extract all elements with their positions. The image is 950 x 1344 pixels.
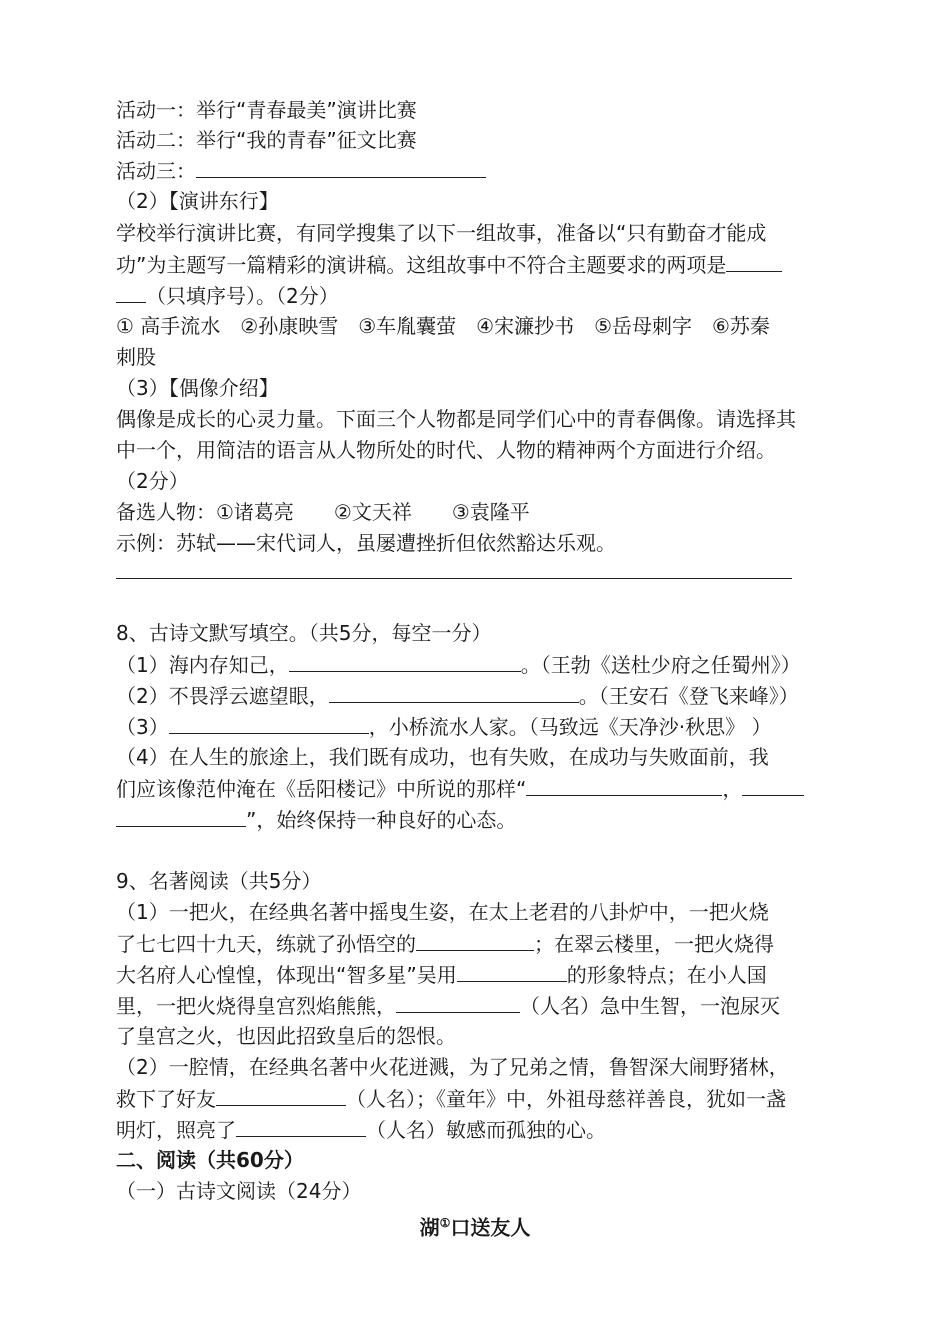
q9-s2-line-3	[116, 1114, 606, 1145]
q9-s1-b2: ；在翠云楼里，一把火烧得	[534, 932, 774, 956]
activity-3-label: 活动三：	[116, 159, 196, 183]
poem-title-a: 湖	[419, 1215, 440, 1240]
q8-blank-5a[interactable]	[742, 773, 804, 796]
activity-1: 活动一：举行“青春最美”演讲比赛	[116, 98, 417, 122]
q9-s1-c2: 的形象特点；在小人国	[566, 963, 767, 987]
q8-item-3	[116, 711, 771, 742]
q9-blank-3[interactable]	[396, 990, 520, 1013]
q2-line-2-text: 功”为主题写一篇精彩的演讲稿。这组故事中不符合主题要求的两项是	[116, 253, 727, 277]
q8-item-4-line-3	[116, 804, 516, 835]
q8-blank-3[interactable]	[169, 711, 369, 734]
q8-item-2-b: 。（王安石《登飞来峰》）	[578, 684, 799, 708]
activity-2: 活动二：举行“我的青春”征文比赛	[116, 128, 417, 152]
poem-title-b: 口送友人	[450, 1215, 531, 1240]
q2-heading: （2）【演讲东行】	[116, 189, 279, 213]
q9-s1-line-4	[116, 990, 780, 1021]
q8-blank-4[interactable]	[526, 773, 722, 796]
q9-s2-line-1: （2）一腔情，在经典名著中火花迸溅，为了兄弟之情，鲁智深大闹野猪林，	[116, 1055, 789, 1079]
q9-blank-5[interactable]	[236, 1114, 366, 1137]
q8-item-3-b: ，小桥流水人家。（马致远《天净沙·秋思》 ）	[368, 715, 772, 739]
q9-s1-c1: 大名府人心惶惶，体现出“智多星”吴用	[116, 963, 457, 987]
q8-item-3-a: （3）	[116, 715, 169, 739]
q8-heading: 8、古诗文默写填空。（共5分，每空一分）	[116, 621, 492, 645]
q2-blank-a[interactable]	[726, 249, 782, 272]
q2-line-1: 学校举行演讲比赛，有同学搜集了以下一组故事，准备以“只有勤奋才能成	[116, 221, 767, 245]
section-2-heading: 二、阅读（共60分）	[116, 1148, 304, 1172]
q8-item-1-b: 。（王勃《送杜少府之任蜀州》）	[520, 653, 801, 677]
q8-item-4-line-1: （4）在人生的旅途上，我们既有成功，也有失败，在成功与失败面前，我	[116, 745, 769, 769]
q9-s2-b2: （人名）；《童年》中，外祖母慈祥善良，犹如一盏	[346, 1087, 786, 1111]
q8-item-1	[116, 649, 801, 680]
q2-line-3-text: （只填序号）。（2分）	[146, 284, 339, 308]
q8-item-4-d: ”，始终保持一种良好的心态。	[246, 808, 517, 832]
q8-item-2-a: （2）不畏浮云遮望眼，	[116, 684, 329, 708]
q8-blank-5b[interactable]	[116, 804, 246, 827]
q9-s1-line-3	[116, 959, 767, 990]
q9-blank-4[interactable]	[216, 1083, 346, 1106]
q3-answer-blank[interactable]	[116, 556, 792, 579]
q9-s1-line-2	[116, 928, 774, 959]
q9-heading: 9、名著阅读（共5分）	[116, 869, 322, 893]
q8-item-1-a: （1）海内存知己，	[116, 653, 289, 677]
q2-options-cont: 刺股	[116, 345, 156, 369]
q9-s1-d1: 里，一把火烧得皇宫烈焰熊熊，	[116, 994, 396, 1018]
q9-s1-d2: （人名）急中生智，一泡尿灭	[520, 994, 780, 1018]
q8-item-4-c: ，	[722, 777, 743, 801]
q9-s2-c1: 明灯，照亮了	[116, 1118, 236, 1142]
poem-footnote-marker: ①	[439, 1216, 451, 1230]
q9-s2-c2: （人名）敏感而孤独的心。	[366, 1118, 606, 1142]
q9-s1-b1: 了七七四十九天，练就了孙悟空的	[116, 932, 416, 956]
q8-item-4-b: 们应该像范仲淹在《岳阳楼记》中所说的那样“	[116, 777, 527, 801]
q2-line-2	[116, 249, 782, 280]
q8-item-2	[116, 680, 799, 711]
q3-line-3: （2分）	[116, 469, 189, 493]
q2-options: ① 高手流水 ②孙康映雪 ③车胤囊萤 ④宋濂抄书 ⑤岳母刺字 ⑥苏秦	[116, 314, 770, 338]
q3-heading: （3）【偶像介绍】	[116, 376, 279, 400]
q9-s2-line-2	[116, 1083, 786, 1114]
q8-blank-2[interactable]	[329, 680, 579, 703]
q3-line-1: 偶像是成长的心灵力量。下面三个人物都是同学们心中的青春偶像。请选择其	[116, 407, 796, 431]
q3-answer-line	[116, 556, 792, 587]
activity-3-blank[interactable]	[196, 155, 486, 178]
q8-item-4-line-2	[116, 773, 804, 804]
q9-blank-1[interactable]	[416, 928, 534, 951]
q2-blank-b[interactable]	[116, 280, 146, 303]
q9-s1-line-1: （1）一把火，在经典名著中摇曳生姿，在太上老君的八卦炉中，一把火烧	[116, 900, 769, 924]
q9-s2-b1: 救下了好友	[116, 1087, 216, 1111]
section-2-sub-heading: （一）古诗文阅读（24分）	[116, 1179, 362, 1203]
q3-example: 示例：苏轼——宋代词人，虽屡遭挫折但依然豁达乐观。	[116, 531, 616, 555]
q3-line-2: 中一个，用简洁的语言从人物所处的时代、人物的精神两个方面进行介绍。	[116, 438, 776, 462]
q2-line-3	[116, 280, 339, 311]
q9-s1-line-5: 了皇宫之火，也因此招致皇后的怨恨。	[116, 1024, 456, 1048]
q3-candidates: 备选人物：①诸葛亮 ②文天祥 ③袁隆平	[116, 500, 530, 524]
poem-title	[0, 1208, 950, 1243]
q8-blank-1[interactable]	[289, 649, 521, 672]
q9-blank-2[interactable]	[457, 959, 567, 982]
activity-3	[116, 155, 486, 186]
